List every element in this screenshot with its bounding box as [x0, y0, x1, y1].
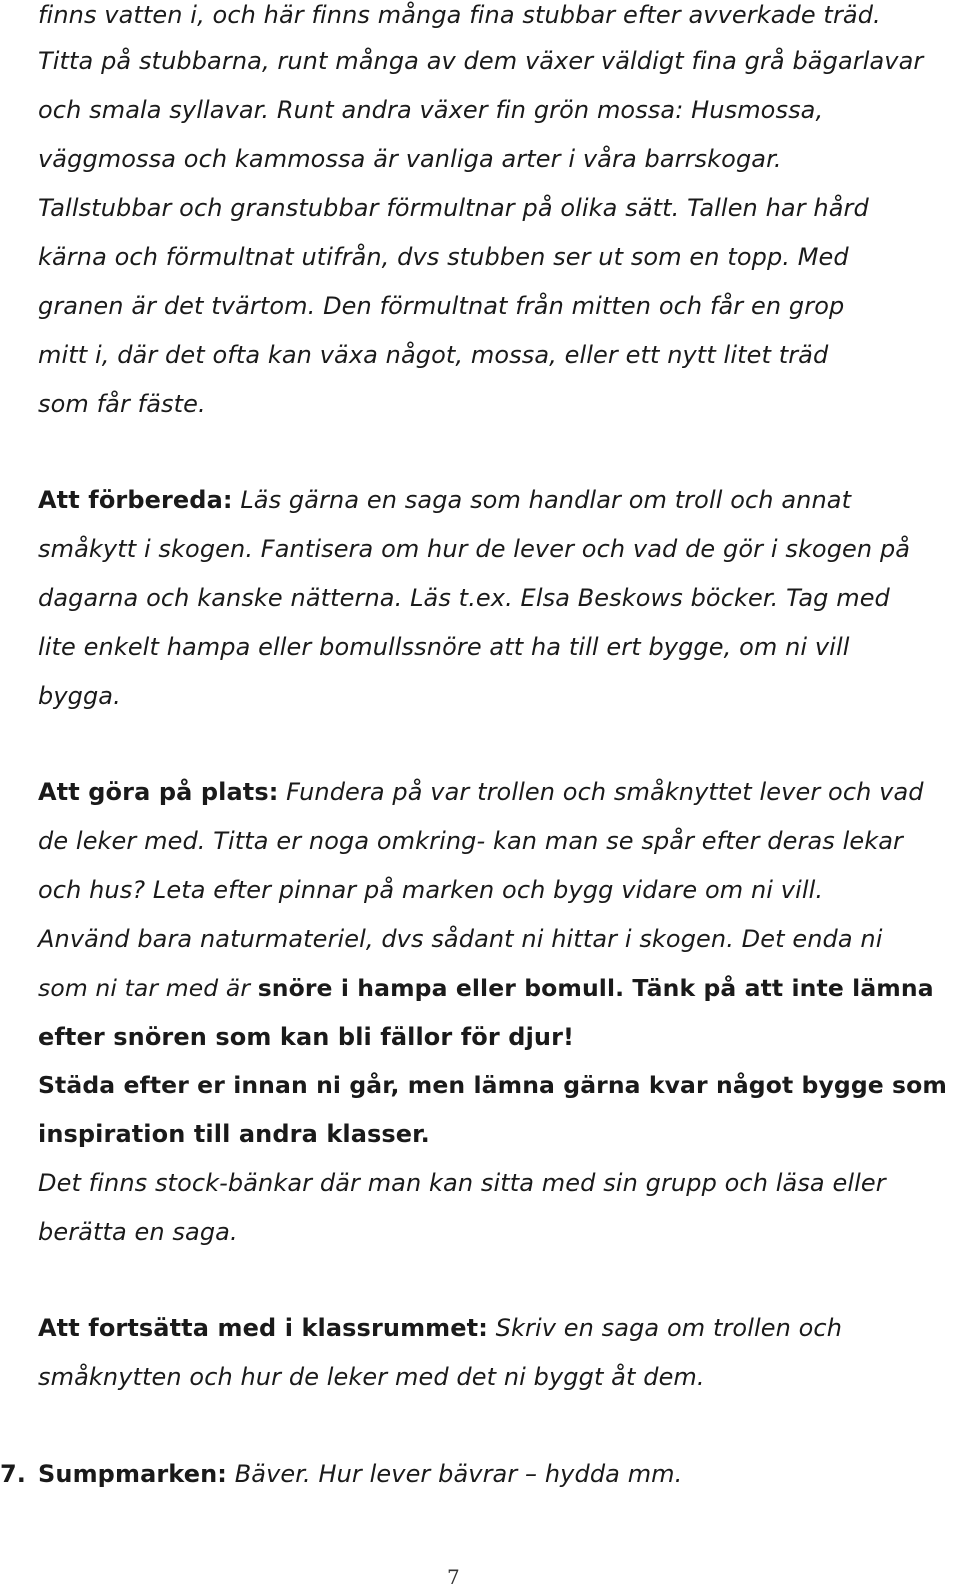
section-7-heading: Sumpmarken:: [38, 1460, 227, 1488]
onsite-line-6: efter snören som kan bli fällor för djur!: [38, 1023, 575, 1051]
intro-line-8: mitt i, där det ofta kan växa något, mossa, eller ett nytt litet träd: [38, 341, 829, 369]
prepare-line-5: bygga.: [38, 682, 121, 710]
onsite-bold-line-1: Städa efter er innan ni går, men lämna gärna kvar något bygge som: [38, 1071, 947, 1099]
intro-line-5: Tallstubbar och granstubbar förmultnar på olika sätt. Tallen har hård: [38, 194, 869, 222]
prepare-line-1: [38, 485, 851, 515]
intro-line-1: finns vatten i, och här finns många fina stubbar efter avverkade träd.: [38, 1, 881, 29]
onsite-line-5: [38, 973, 934, 1003]
onsite-line-3: och hus? Leta efter pinnar på marken och bygg vidare om ni vill.: [38, 876, 824, 904]
classroom-line-1: [38, 1313, 842, 1343]
onsite-line-5-bold: snöre i hampa eller bomull. Tänk på att inte lämna: [257, 974, 934, 1002]
classroom-heading: Att fortsätta med i klassrummet:: [38, 1314, 488, 1342]
prepare-line-3: dagarna och kanske nätterna. Läs t.ex. Elsa Beskows böcker. Tag med: [38, 584, 890, 612]
prepare-line-4: lite enkelt hampa eller bomullssnöre att ha till ert bygge, om ni vill: [38, 633, 850, 661]
onsite-heading: Att göra på plats:: [38, 778, 279, 806]
classroom-line-2: småknytten och hur de leker med det ni byggt åt dem.: [38, 1363, 705, 1391]
onsite-tail-line-1: Det finns stock-bänkar där man kan sitta med sin grupp och läsa eller: [38, 1169, 886, 1197]
intro-line-9: som får fäste.: [38, 390, 206, 418]
intro-line-3: och smala syllavar. Runt andra växer fin grön mossa: Husmossa,: [38, 96, 824, 124]
onsite-line-5-text: som ni tar med är: [38, 974, 258, 1002]
intro-line-6: kärna och förmultnat utifrån, dvs stubben ser ut som en topp. Med: [38, 243, 849, 271]
page-number: 7: [447, 1565, 460, 1589]
prepare-heading: Att förbereda:: [38, 486, 233, 514]
intro-line-2: Titta på stubbarna, runt många av dem växer väldigt fina grå bägarlavar: [38, 47, 924, 75]
onsite-line-1: [38, 777, 924, 807]
prepare-line-1-text: Läs gärna en saga som handlar om troll och annat: [232, 486, 852, 514]
intro-line-4: väggmossa och kammossa är vanliga arter i våra barrskogar.: [38, 145, 782, 173]
onsite-line-4: Använd bara naturmateriel, dvs sådant ni hittar i skogen. Det enda ni: [38, 925, 883, 953]
onsite-tail-line-2: berätta en saga.: [38, 1218, 238, 1246]
onsite-bold-line-2: inspiration till andra klasser.: [38, 1120, 430, 1148]
intro-line-7: granen är det tvärtom. Den förmultnat från mitten och får en grop: [38, 292, 845, 320]
section-7-line: [38, 1459, 682, 1489]
section-7-text: Bäver. Hur lever bävrar – hydda mm.: [226, 1460, 683, 1488]
classroom-line-1-text: Skriv en saga om trollen och: [487, 1314, 843, 1342]
onsite-line-2: de leker med. Titta er noga omkring- kan man se spår efter deras lekar: [38, 827, 904, 855]
onsite-line-1-text: Fundera på var trollen och småknyttet lever och vad: [278, 778, 924, 806]
section-number: 7.: [0, 1460, 26, 1488]
prepare-line-2: småkytt i skogen. Fantisera om hur de lever och vad de gör i skogen på: [38, 535, 911, 563]
